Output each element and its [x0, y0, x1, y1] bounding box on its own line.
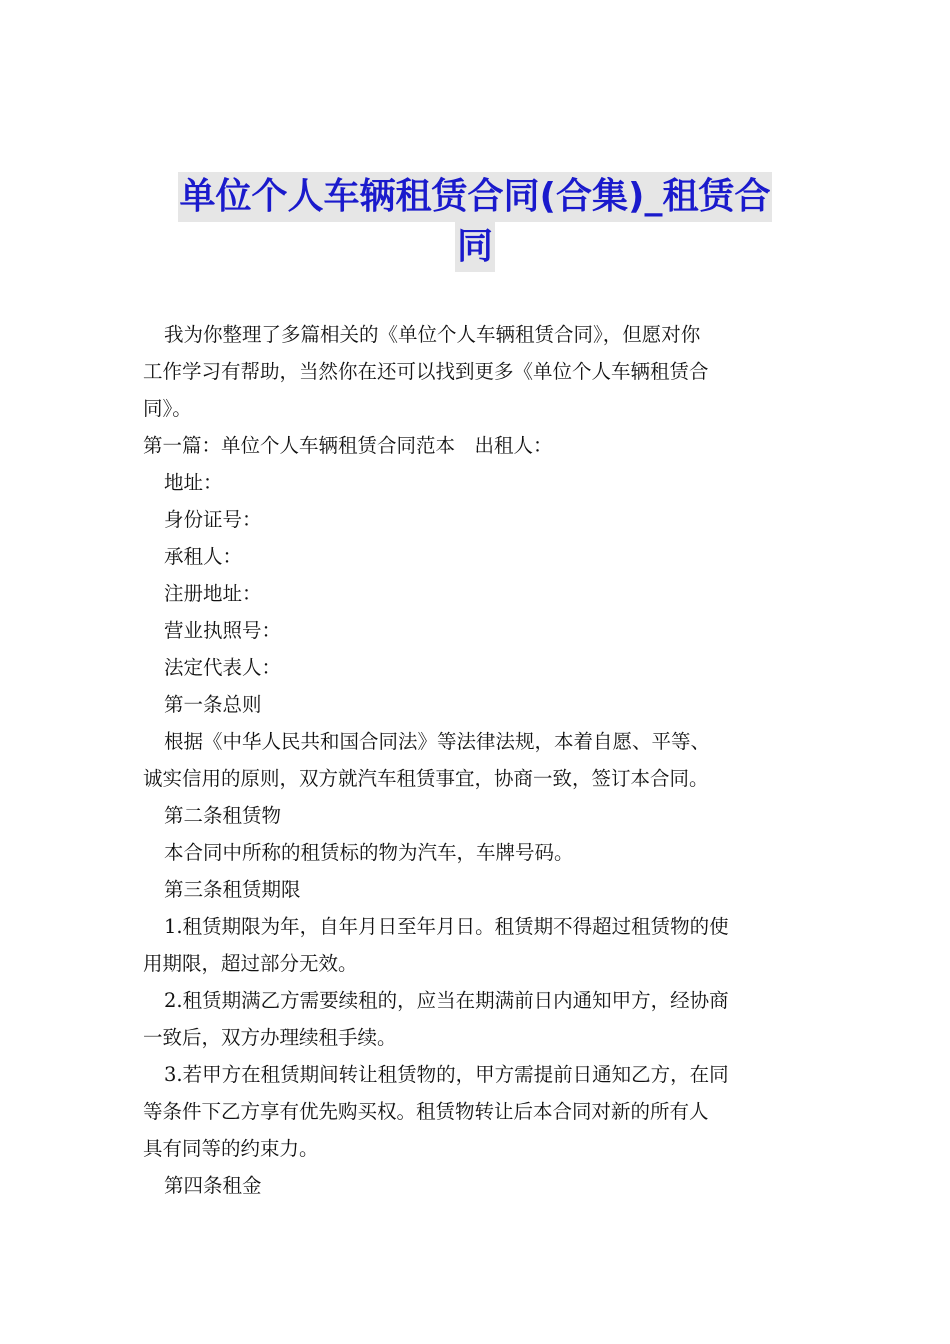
title-line-1: 单位个人车辆租赁合同(合集)_租赁合 — [178, 172, 773, 222]
article-2-title: 第二条租赁物 — [164, 804, 282, 827]
intro-line-1: 我为你整理了多篇相关的《单位个人车辆租赁合同》，但愿对你 — [164, 323, 701, 346]
intro-line-2: 工作学习有帮助，当然你在还可以找到更多《单位个人车辆租赁合 — [143, 360, 709, 383]
item-3-line-3: 具有同等的约束力。 — [143, 1137, 319, 1160]
field-business-license: 营业执照号： — [164, 619, 282, 642]
title-line-2: 同 — [455, 222, 495, 272]
item-2-line-1: 2.租赁期满乙方需要续租的，应当在期满前日内通知甲方，经协商 — [164, 989, 729, 1012]
item-2-line-2: 一致后，双方办理续租手续。 — [143, 1026, 397, 1049]
document-title — [140, 172, 810, 272]
article-1-line-2: 诚实信用的原则，双方就汽车租赁事宜，协商一致，签订本合同。 — [143, 767, 709, 790]
field-address: 地址： — [164, 471, 223, 494]
article-1-title: 第一条总则 — [164, 693, 262, 716]
intro-line-3: 同》。 — [143, 397, 192, 420]
article-2-text: 本合同中所称的租赁标的物为汽车，车牌号码。 — [164, 841, 574, 864]
article-1-line-1: 根据《中华人民共和国合同法》等法律法规，本着自愿、平等、 — [164, 730, 711, 753]
item-1-line-1: 1.租赁期限为年，自年月日至年月日。租赁期不得超过租赁物的使 — [164, 915, 729, 938]
field-registered-address: 注册地址： — [164, 582, 262, 605]
article-4-title: 第四条租金 — [164, 1174, 262, 1197]
item-1-line-2: 用期限，超过部分无效。 — [143, 952, 358, 975]
field-legal-representative: 法定代表人： — [164, 656, 282, 679]
document-body — [143, 316, 810, 1204]
field-lessee: 承租人： — [164, 545, 243, 568]
article-3-title: 第三条租赁期限 — [164, 878, 301, 901]
item-3-line-2: 等条件下乙方享有优先购买权。租赁物转让后本合同对新的所有人 — [143, 1100, 709, 1123]
section-1-heading: 第一篇：单位个人车辆租赁合同范本 出租人： — [143, 434, 553, 457]
item-3-line-1: 3.若甲方在租赁期间转让租赁物的，甲方需提前日通知乙方，在同 — [164, 1063, 729, 1086]
field-id-number: 身份证号： — [164, 508, 262, 531]
